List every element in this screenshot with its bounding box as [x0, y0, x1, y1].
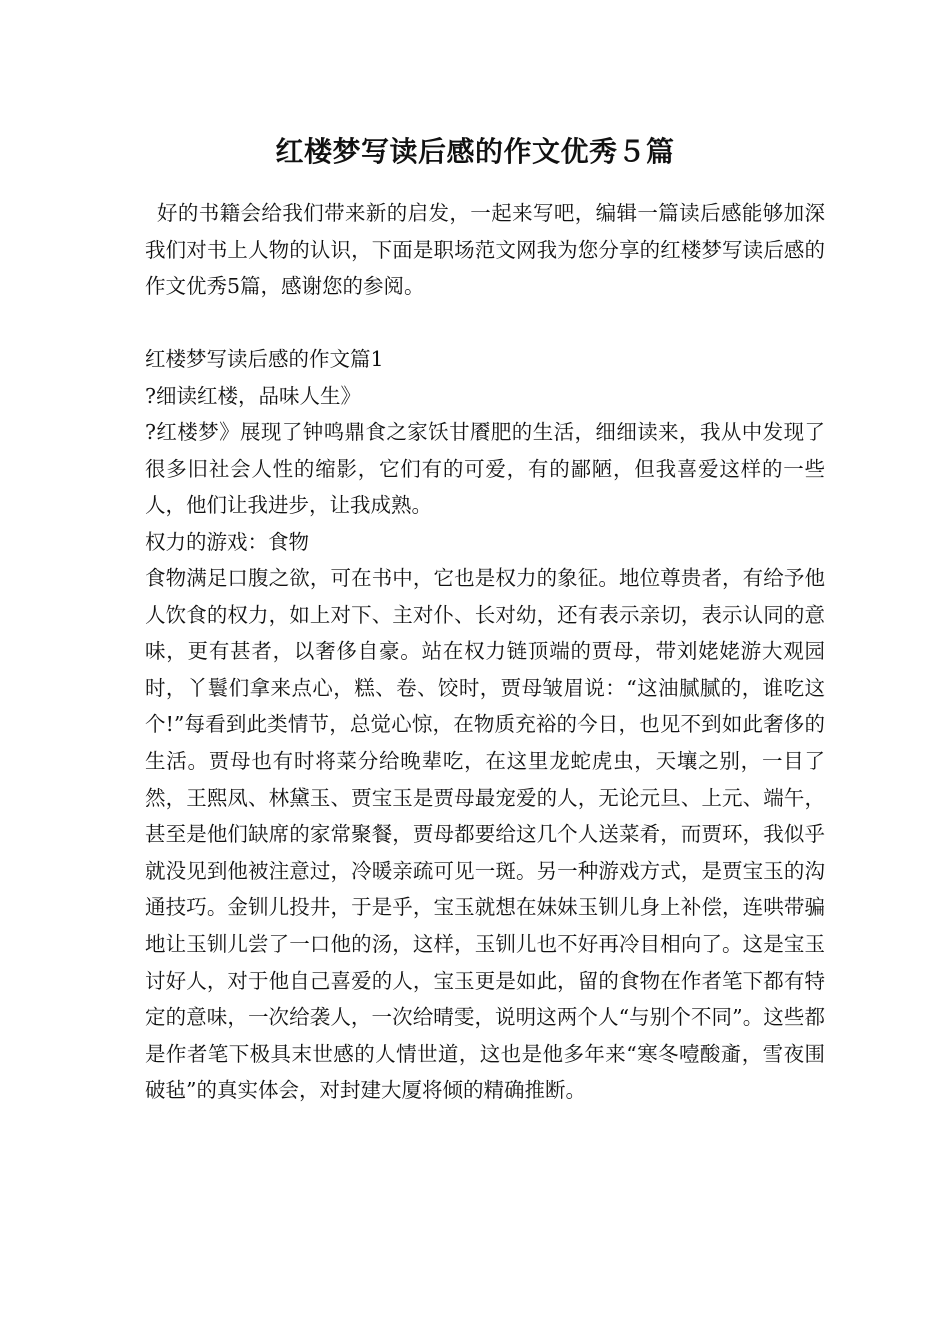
subheading-food: 权力的游戏：食物 [145, 530, 309, 554]
paragraph-2: 食物满足口腹之欲，可在书中，它也是权力的象征。地位尊贵者，有给予他人饮食的权力，如上对下、主对仆、长对幼，还有表示亲切，表示认同的意味，更有甚者，以奢侈自豪。站在权力链顶端的贾母，带刘姥姥游大观园时，丫鬟们拿来点心，糕、卷、饺时，贾母皱眉说：“这油腻腻的，谁吃这个!”每看到此类情节，总觉心惊，在物质充裕的今日，也见不到如此奢侈的生活。贾母也有时将菜分给晚辈吃，在这里龙蛇虎虫，天壤之别，一目了然，王熙凤、林黛玉、贾宝玉是贾母最宠爱的人，无论元旦、上元、端午，甚至是他们缺席的家常聚餐，贾母都要给这几个人送菜肴，而贾环，我似乎就没见到他被注意过，冷暖亲疏可见一斑。另一种游戏方式，是贾宝玉的沟通技巧。金钏儿投井，于是乎，宝玉就想在妹妹玉钏儿身上补偿，连哄带骗地让玉钏儿尝了一口他的汤，这样，玉钏儿也不好再冷目相向了。这是宝玉讨好人，对于他自己喜爱的人，宝玉更是如此，留的食物在作者笔下都有特定的意味，一次给袭人，一次给晴雯，说明这两个人“与别个不同”。这些都是作者笔下极具末世感的人情世道，这也是他多年来“寒冬噎酸齑，雪夜围破毡”的真实体会，对封建大厦将倾的精确推断。 [145, 566, 825, 1103]
paragraph-1: ?红楼梦》展现了钟鸣鼎食之家饫甘餍肥的生活，细细读来，我从中发现了很多旧社会人性的缩影，它们有的可爱，有的鄙陋，但我喜爱这样的一些人，他们让我进步，让我成熟。 [145, 420, 825, 518]
document-title: 红楼梦写读后感的作文优秀５篇 [275, 135, 675, 168]
intro-paragraph: 好的书籍会给我们带来新的启发，一起来写吧，编辑一篇读后感能够加深我们对书上人物的认识，下面是职场范文网我为您分享的红楼梦写读后感的作文优秀5篇，感谢您的参阅。 [145, 201, 825, 299]
essay-subtitle: ?细读红楼，品味人生》 [145, 384, 361, 408]
section-title: 红楼梦写读后感的作文篇1 [145, 347, 384, 371]
